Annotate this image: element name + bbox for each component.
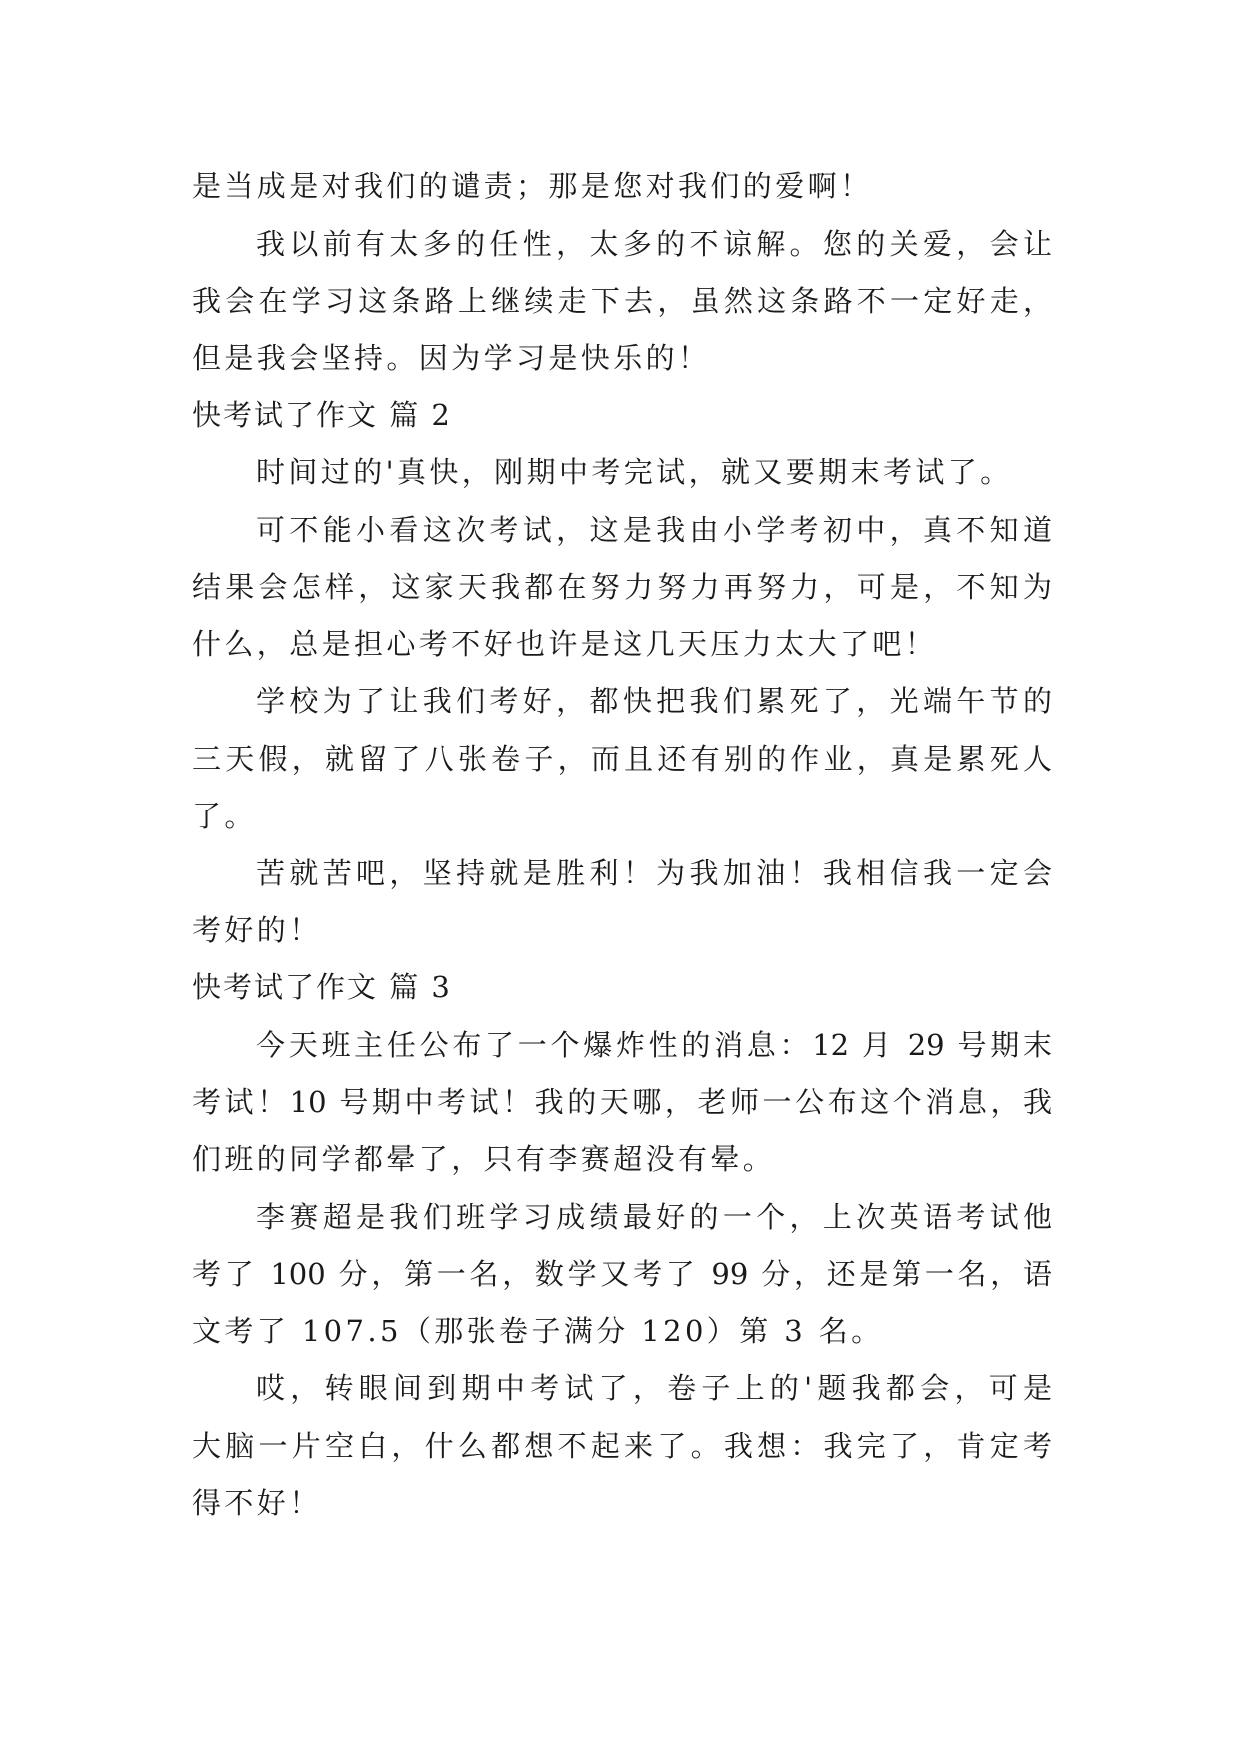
- text-line: 大脑一片空白，什么都想不起来了。我想：我完了，肯定考: [192, 1429, 1052, 1463]
- text-line: 考试！10 号期中考试！我的天哪，老师一公布这个消息，我: [192, 1085, 1052, 1119]
- text-line: 们班的同学都晕了，只有李赛超没有晕。: [192, 1142, 776, 1176]
- text-line: 了。: [192, 799, 257, 833]
- text-line: 苦就苦吧，坚持就是胜利！为我加油！我相信我一定会: [256, 856, 1052, 890]
- section-heading: 快考试了作文 篇 3: [192, 970, 452, 1004]
- text-line: 哎，转眼间到期中考试了，卷子上的'题我都会，可是: [256, 1371, 1052, 1405]
- text-line: 时间过的'真快，刚期中考完试，就又要期末考试了。: [256, 455, 1013, 489]
- text-line: 今天班主任公布了一个爆炸性的消息：12 月 29 号期末: [256, 1028, 1052, 1062]
- text-line: 我以前有太多的任性，太多的不谅解。您的关爱，会让: [256, 227, 1052, 261]
- text-line: 李赛超是我们班学习成绩最好的一个，上次英语考试他: [256, 1200, 1052, 1234]
- text-line: 三天假，就留了八张卷子，而且还有别的作业，真是累死人: [192, 742, 1052, 776]
- text-line: 文考了 107.5（那张卷子满分 120）第 3 名。: [192, 1314, 884, 1348]
- text-line: 但是我会坚持。因为学习是快乐的！: [192, 341, 711, 375]
- text-line: 可不能小看这次考试，这是我由小学考初中，真不知道: [256, 513, 1052, 547]
- text-line: 是当成是对我们的谴责；那是您对我们的爱啊！: [192, 169, 873, 203]
- text-line: 考好的！: [192, 913, 322, 947]
- text-line: 学校为了让我们考好，都快把我们累死了，光端午节的: [256, 684, 1052, 718]
- text-line: 结果会怎样，这家天我都在努力努力再努力，可是，不知为: [192, 570, 1052, 604]
- text-line: 得不好！: [192, 1486, 322, 1520]
- text-line: 考了 100 分，第一名，数学又考了 99 分，还是第一名，语: [192, 1257, 1052, 1291]
- text-line: 我会在学习这条路上继续走下去，虽然这条路不一定好走，: [192, 284, 1052, 318]
- section-heading: 快考试了作文 篇 2: [192, 398, 452, 432]
- text-line: 什么，总是担心考不好也许是这几天压力太大了吧！: [192, 627, 938, 661]
